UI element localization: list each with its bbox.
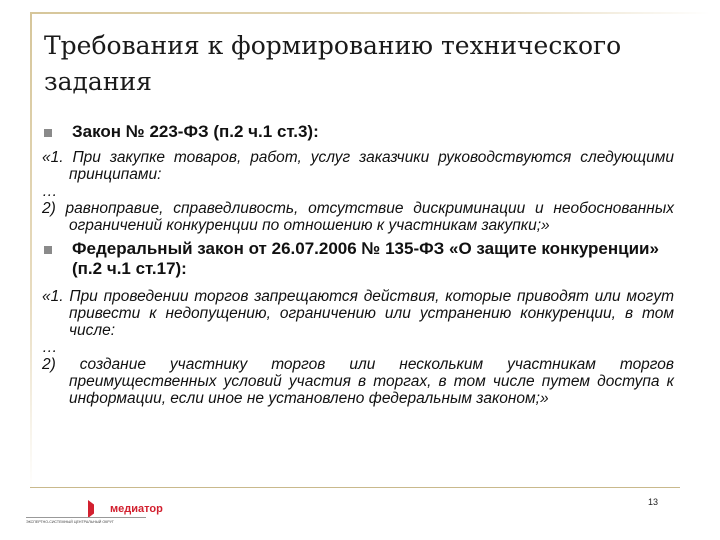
frame-horizontal-line — [30, 12, 710, 14]
section-2-quote — [42, 288, 674, 407]
quote-paragraph: «1. При закупке товаров, работ, услуг заказчики руководствуются следующими принципами: — [42, 149, 674, 183]
section-1-quote — [42, 149, 674, 234]
svg-text:медиатор: медиатор — [110, 503, 163, 515]
square-bullet-icon — [44, 246, 52, 254]
section-1-heading: Закон № 223-ФЗ (п.2 ч.1 ст.3): — [72, 122, 319, 141]
section-2 — [42, 239, 674, 279]
quote-ellipsis: … — [42, 183, 58, 200]
mediator-logo — [26, 495, 176, 525]
quote-paragraph: 2) равноправие, справедливость, отсутствие дискриминации и необоснованных ограничений конкуренции по отношению к участникам закупки;» — [42, 200, 674, 234]
svg-text:ЭКСПЕРТНО-СИСТЕМНЫЙ ЦЕНТРАЛЬНЫ: ЭКСПЕРТНО-СИСТЕМНЫЙ ЦЕНТРАЛЬНЫЙ ОКРУГ — [26, 520, 114, 524]
section-1 — [42, 122, 674, 142]
quote-paragraph: «1. При проведении торгов запрещаются действия, которые приводят или могут привести к недопущению, ограничению или устранению конкуренции, в том числе: — [42, 288, 674, 339]
slide-body — [42, 122, 674, 407]
section-2-heading: Федеральный закон от 26.07.2006 № 135-ФЗ «О защите конкуренции» (п.2 ч.1 ст.17): — [72, 239, 659, 278]
page-number: 13 — [648, 497, 659, 507]
quote-paragraph: 2) создание участнику торгов или нескольким участникам торгов преимущественных условий участия в торгах, в том числе путем доступа к информации, если иное не установлено федеральным законом;» — [42, 356, 674, 407]
slide-title: Требования к формированию технического задания — [44, 31, 622, 96]
frame-vertical-line — [30, 12, 32, 492]
quote-ellipsis: … — [42, 339, 58, 356]
square-bullet-icon — [44, 129, 52, 137]
footer-divider — [30, 487, 680, 488]
